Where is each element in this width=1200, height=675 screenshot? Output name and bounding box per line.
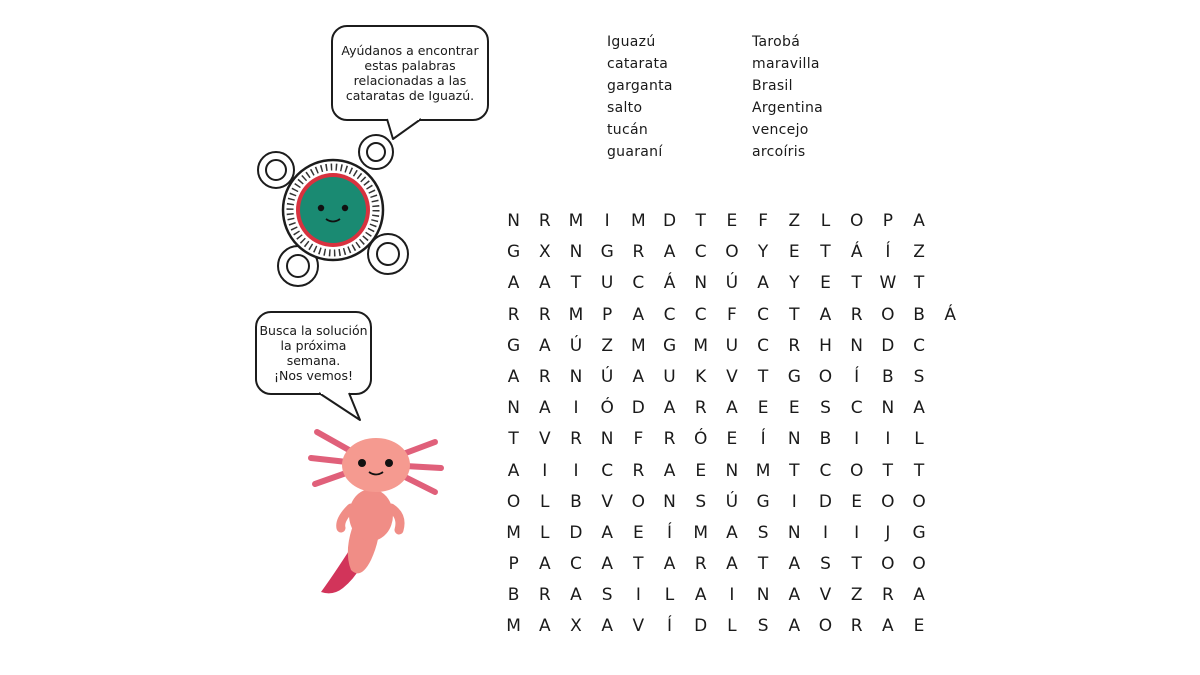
- grid-cell[interactable]: V: [819, 585, 832, 606]
- word-list-left: [607, 31, 673, 163]
- grid-cell[interactable]: A: [788, 585, 801, 606]
- grid-cell[interactable]: Á: [944, 304, 957, 325]
- grid-cell[interactable]: R: [538, 211, 551, 231]
- grid-cell[interactable]: I: [822, 522, 828, 543]
- word-item: maravilla: [752, 56, 820, 72]
- grid-cell[interactable]: L: [914, 429, 924, 450]
- grid-cell[interactable]: T: [789, 460, 800, 481]
- grid-cell[interactable]: F: [758, 211, 768, 231]
- grid-cell[interactable]: Í: [667, 522, 673, 543]
- grid-cell[interactable]: A: [507, 460, 520, 481]
- grid-cell[interactable]: Ó: [694, 429, 708, 450]
- grid-cell[interactable]: [935, 549, 966, 580]
- grid-cell[interactable]: G: [600, 242, 614, 263]
- grid-cell[interactable]: [935, 268, 966, 299]
- word-item: guaraní: [607, 144, 663, 160]
- grid-cell[interactable]: M: [568, 304, 584, 325]
- grid-cell[interactable]: Í: [885, 242, 891, 263]
- grid-cell[interactable]: G: [662, 335, 677, 356]
- grid-cell[interactable]: A: [788, 616, 801, 637]
- grid-cell[interactable]: N: [569, 366, 583, 387]
- grid-cell[interactable]: A: [882, 616, 894, 637]
- grid-cell[interactable]: [935, 237, 966, 268]
- grid-cell[interactable]: C: [694, 304, 707, 325]
- grid-cell[interactable]: T: [508, 429, 519, 450]
- grid-cell[interactable]: B: [913, 304, 925, 325]
- grid-cell[interactable]: Á: [663, 273, 676, 294]
- grid-cell[interactable]: R: [632, 460, 645, 481]
- grid-cell[interactable]: S: [757, 616, 769, 637]
- grid-cell[interactable]: R: [570, 429, 582, 450]
- grid-cell[interactable]: U: [725, 335, 739, 356]
- grid-cell[interactable]: [935, 580, 966, 611]
- grid-cell[interactable]: G: [507, 242, 521, 263]
- grid-cell[interactable]: A: [788, 554, 801, 575]
- grid-cell[interactable]: C: [819, 460, 832, 481]
- axolotl-mascot-character: [303, 420, 448, 600]
- grid-cell[interactable]: D: [631, 398, 645, 419]
- grid-cell[interactable]: L: [820, 211, 831, 231]
- grid-cell[interactable]: M: [693, 522, 709, 543]
- word-item: salto: [607, 100, 643, 116]
- grid-cell[interactable]: A: [601, 522, 613, 543]
- grid-cell[interactable]: N: [507, 398, 520, 419]
- grid-cell[interactable]: T: [820, 242, 831, 263]
- grid-cell[interactable]: A: [538, 398, 551, 419]
- grid-cell[interactable]: A: [570, 585, 582, 606]
- grid-cell[interactable]: R: [881, 585, 894, 606]
- grid-cell[interactable]: Z: [850, 585, 863, 606]
- grid-cell[interactable]: P: [882, 211, 893, 231]
- grid-cell[interactable]: A: [538, 554, 551, 575]
- grid-cell[interactable]: M: [568, 211, 584, 231]
- grid-cell[interactable]: A: [757, 273, 769, 294]
- grid-cell[interactable]: I: [854, 522, 860, 543]
- grid-cell[interactable]: R: [850, 616, 863, 637]
- grid-cell[interactable]: G: [912, 522, 926, 543]
- grid-cell[interactable]: T: [851, 273, 862, 294]
- grid-cell[interactable]: R: [694, 554, 707, 575]
- grid-cell[interactable]: R: [788, 335, 801, 356]
- grid-cell[interactable]: N: [663, 491, 676, 512]
- grid-cell[interactable]: [935, 487, 966, 518]
- grid-cell[interactable]: R: [538, 366, 551, 387]
- grid-cell[interactable]: T: [695, 211, 706, 231]
- word-item: catarata: [607, 56, 669, 72]
- grid-cell[interactable]: N: [569, 242, 583, 263]
- grid-cell[interactable]: I: [542, 460, 548, 481]
- grid-cell[interactable]: F: [633, 429, 644, 450]
- grid-cell[interactable]: O: [818, 616, 833, 637]
- grid-cell[interactable]: Z: [601, 335, 613, 356]
- grid-cell[interactable]: A: [663, 398, 676, 419]
- grid-cell[interactable]: A: [694, 585, 707, 606]
- grid-cell[interactable]: S: [820, 398, 831, 419]
- grid-cell[interactable]: Ú: [600, 366, 614, 387]
- grid-cell[interactable]: A: [726, 398, 738, 419]
- grid-cell[interactable]: N: [507, 211, 520, 231]
- grid-cell[interactable]: [935, 518, 966, 549]
- grid-cell[interactable]: L: [540, 522, 550, 543]
- grid-cell[interactable]: Z: [913, 242, 925, 263]
- grid-cell[interactable]: C: [601, 460, 614, 481]
- grid-cell[interactable]: [935, 206, 966, 237]
- grid-cell[interactable]: O: [912, 554, 926, 575]
- grid-cell[interactable]: V: [632, 616, 645, 637]
- word-search-grid[interactable]: [498, 206, 966, 643]
- grid-cell[interactable]: I: [573, 460, 579, 481]
- word-item: tucán: [607, 122, 649, 138]
- word-item: Tarobá: [752, 34, 801, 50]
- grid-cell[interactable]: O: [849, 460, 864, 481]
- grid-cell[interactable]: C: [694, 242, 707, 263]
- grid-cell[interactable]: P: [602, 304, 613, 325]
- grid-cell[interactable]: D: [694, 616, 708, 637]
- grid-cell[interactable]: [935, 611, 966, 642]
- grid-cell[interactable]: A: [538, 335, 551, 356]
- grid-cell[interactable]: A: [507, 366, 520, 387]
- grid-cell[interactable]: A: [819, 304, 832, 325]
- grid-cell[interactable]: R: [632, 242, 645, 263]
- word-item: garganta: [607, 78, 673, 94]
- grid-cell[interactable]: R: [694, 398, 707, 419]
- grid-cell[interactable]: A: [538, 616, 551, 637]
- grid-cell[interactable]: Y: [757, 242, 769, 263]
- grid-cell[interactable]: Y: [789, 273, 800, 294]
- grid-cell[interactable]: [935, 456, 966, 487]
- grid-cell[interactable]: O: [506, 491, 521, 512]
- grid-cell[interactable]: A: [663, 460, 676, 481]
- grid-cell[interactable]: T: [882, 460, 894, 481]
- grid-cell[interactable]: O: [881, 554, 895, 575]
- grid-cell[interactable]: P: [508, 554, 519, 575]
- grid-cell[interactable]: V: [601, 491, 613, 512]
- grid-cell[interactable]: Í: [854, 366, 860, 387]
- speech-bubble-top: [331, 25, 489, 121]
- grid-cell[interactable]: N: [725, 460, 739, 481]
- grid-cell[interactable]: Ú: [725, 273, 739, 294]
- grid-cell[interactable]: N: [600, 429, 614, 450]
- grid-cell[interactable]: O: [818, 366, 833, 387]
- grid-cell[interactable]: B: [570, 491, 582, 512]
- grid-cell[interactable]: K: [695, 366, 707, 387]
- grid-cell[interactable]: R: [538, 304, 551, 325]
- word-item: vencejo: [752, 122, 809, 138]
- grid-cell[interactable]: [935, 331, 966, 362]
- grid-cell[interactable]: Z: [788, 211, 801, 231]
- grid-cell[interactable]: M: [506, 616, 521, 637]
- grid-cell[interactable]: E: [757, 398, 769, 419]
- grid-cell[interactable]: S: [913, 366, 925, 387]
- grid-cell[interactable]: A: [913, 211, 925, 231]
- grid-cell[interactable]: G: [756, 491, 770, 512]
- grid-cell[interactable]: E: [913, 616, 925, 637]
- grid-cell[interactable]: A: [726, 554, 738, 575]
- grid-cell[interactable]: N: [881, 398, 895, 419]
- grid-cell[interactable]: M: [631, 335, 646, 356]
- grid-cell[interactable]: E: [632, 522, 644, 543]
- grid-cell[interactable]: A: [663, 242, 676, 263]
- grid-cell[interactable]: X: [538, 242, 551, 263]
- grid-cell[interactable]: M: [693, 335, 709, 356]
- grid-cell[interactable]: Á: [850, 242, 863, 263]
- grid-cell[interactable]: E: [788, 398, 800, 419]
- grid-cell[interactable]: C: [632, 273, 645, 294]
- grid-cell[interactable]: S: [601, 585, 613, 606]
- grid-cell[interactable]: H: [819, 335, 832, 356]
- grid-cell[interactable]: Í: [760, 429, 766, 450]
- grid-cell[interactable]: B: [819, 429, 832, 450]
- grid-cell[interactable]: T: [913, 273, 925, 294]
- grid-cell[interactable]: T: [757, 554, 769, 575]
- grid-cell[interactable]: C: [757, 335, 770, 356]
- grid-cell[interactable]: A: [538, 273, 551, 294]
- grid-cell[interactable]: N: [787, 429, 801, 450]
- grid-cell[interactable]: B: [507, 585, 520, 606]
- grid-cell[interactable]: M: [755, 460, 771, 481]
- grid-cell[interactable]: [935, 362, 966, 393]
- speech-bubble-bottom: [255, 311, 372, 395]
- grid-cell[interactable]: V: [538, 429, 551, 450]
- grid-cell[interactable]: R: [507, 304, 520, 325]
- grid-cell[interactable]: L: [540, 491, 550, 512]
- grid-cell[interactable]: T: [757, 366, 769, 387]
- grid-cell[interactable]: E: [851, 491, 863, 512]
- grid-cell[interactable]: N: [787, 522, 801, 543]
- speech-text-bottom: Busca la solución la próxima semana. ¡Nos vemos!: [259, 323, 368, 383]
- grid-cell[interactable]: N: [694, 273, 708, 294]
- grid-cell[interactable]: I: [885, 429, 891, 450]
- word-item: arcoíris: [752, 144, 806, 160]
- grid-cell[interactable]: R: [663, 429, 676, 450]
- grid-cell[interactable]: E: [726, 211, 738, 231]
- grid-cell[interactable]: E: [788, 242, 800, 263]
- grid-cell[interactable]: O: [631, 491, 646, 512]
- grid-cell[interactable]: E: [726, 429, 738, 450]
- grid-cell[interactable]: C: [570, 554, 582, 575]
- grid-cell[interactable]: L: [727, 616, 737, 637]
- grid-cell[interactable]: A: [632, 304, 645, 325]
- grid-cell[interactable]: U: [600, 273, 614, 294]
- grid-cell[interactable]: O: [881, 491, 895, 512]
- grid-cell[interactable]: Ó: [600, 398, 614, 419]
- word-item: Brasil: [752, 78, 793, 94]
- grid-cell[interactable]: A: [913, 585, 925, 606]
- word-list-right: [752, 31, 823, 163]
- grid-cell[interactable]: J: [885, 522, 891, 543]
- grid-cell[interactable]: F: [727, 304, 737, 325]
- grid-cell[interactable]: I: [573, 398, 579, 419]
- grid-cell[interactable]: A: [632, 366, 645, 387]
- grid-cell[interactable]: X: [570, 616, 582, 637]
- word-item: Argentina: [752, 100, 823, 116]
- grid-cell[interactable]: A: [913, 398, 925, 419]
- grid-cell[interactable]: R: [850, 304, 863, 325]
- grid-cell[interactable]: Í: [667, 616, 673, 637]
- grid-cell[interactable]: S: [757, 522, 769, 543]
- grid-cell[interactable]: D: [818, 491, 833, 512]
- grid-cell[interactable]: B: [882, 366, 894, 387]
- grid-cell[interactable]: R: [538, 585, 551, 606]
- grid-cell[interactable]: T: [913, 460, 925, 481]
- grid-cell[interactable]: A: [507, 273, 520, 294]
- grid-cell[interactable]: A: [726, 522, 738, 543]
- grid-cell[interactable]: C: [850, 398, 863, 419]
- grid-cell[interactable]: C: [913, 335, 925, 356]
- grid-cell[interactable]: O: [849, 211, 864, 231]
- grid-cell[interactable]: O: [912, 491, 926, 512]
- grid-cell[interactable]: A: [601, 554, 613, 575]
- grid-cell[interactable]: I: [604, 211, 610, 231]
- grid-cell[interactable]: A: [601, 616, 613, 637]
- grid-cell[interactable]: N: [850, 335, 864, 356]
- grid-cell[interactable]: T: [633, 554, 644, 575]
- grid-cell[interactable]: M: [631, 211, 646, 231]
- grid-cell[interactable]: G: [787, 366, 801, 387]
- grid-cell[interactable]: T: [789, 304, 800, 325]
- grid-cell[interactable]: Ú: [569, 335, 583, 356]
- grid-cell[interactable]: L: [664, 585, 675, 606]
- grid-cell[interactable]: D: [662, 211, 677, 231]
- grid-cell[interactable]: [935, 393, 966, 424]
- grid-cell[interactable]: I: [635, 585, 641, 606]
- grid-cell[interactable]: S: [820, 554, 831, 575]
- grid-cell[interactable]: O: [881, 304, 895, 325]
- grid-cell[interactable]: U: [663, 366, 676, 387]
- grid-cell[interactable]: W: [879, 273, 897, 294]
- grid-cell[interactable]: V: [726, 366, 738, 387]
- grid-cell[interactable]: T: [851, 554, 862, 575]
- grid-cell[interactable]: S: [695, 491, 707, 512]
- grid-cell[interactable]: M: [506, 522, 521, 543]
- grid-cell[interactable]: A: [663, 554, 676, 575]
- grid-cell[interactable]: C: [757, 304, 770, 325]
- grid-cell[interactable]: C: [663, 304, 676, 325]
- grid-cell[interactable]: [935, 424, 966, 455]
- grid-cell[interactable]: G: [507, 335, 521, 356]
- grid-cell[interactable]: E: [820, 273, 831, 294]
- round-mascot-character: [250, 130, 420, 290]
- grid-cell[interactable]: O: [725, 242, 739, 263]
- grid-cell[interactable]: N: [756, 585, 770, 606]
- grid-cell[interactable]: E: [695, 460, 707, 481]
- grid-cell[interactable]: D: [881, 335, 895, 356]
- word-item: Iguazú: [607, 34, 656, 50]
- grid-cell[interactable]: I: [791, 491, 797, 512]
- grid-cell[interactable]: I: [729, 585, 735, 606]
- speech-text-top: Ayúdanos a encontrar estas palabras relacionadas a las cataratas de Iguazú.: [341, 43, 479, 103]
- grid-cell[interactable]: I: [854, 429, 860, 450]
- grid-cell[interactable]: Ú: [725, 491, 739, 512]
- grid-cell[interactable]: T: [570, 273, 582, 294]
- grid-cell[interactable]: D: [569, 522, 583, 543]
